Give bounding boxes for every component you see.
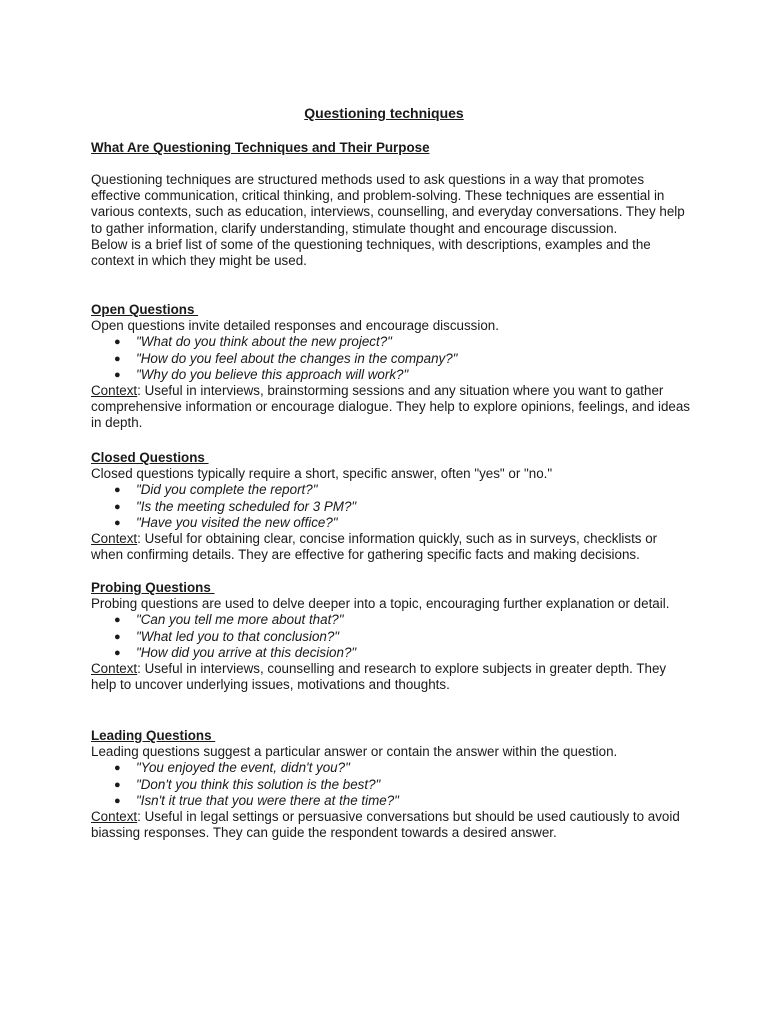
- context-text: : Useful for obtaining clear, concise information quickly, such as in surveys, checklists or when confirming details. They are effective for gathering specific facts and making decisions.: [91, 531, 658, 563]
- list-item: [91, 760, 691, 776]
- list-item: [91, 334, 691, 350]
- example-text: "What led you to that conclusion?": [136, 628, 340, 644]
- section-probing-questions: [91, 580, 691, 693]
- section-description: Open questions invite detailed responses and encourage discussion.: [91, 318, 499, 334]
- list-item: [91, 612, 691, 628]
- context-text: : Useful in interviews, brainstorming sessions and any situation where you want to gather comprehensive information or encourage dialogue. They help to explore opinions, feelings, and ideas in depth.: [91, 383, 690, 431]
- context-label: Context: [91, 661, 138, 677]
- bullet-icon: ●: [114, 368, 121, 381]
- list-item: [91, 482, 691, 498]
- example-list: [91, 482, 691, 531]
- example-text: "You enjoyed the event, didn't you?": [136, 760, 350, 776]
- example-text: "How did you arrive at this decision?": [136, 644, 357, 660]
- list-item: [91, 499, 691, 515]
- section-title: Leading Questions: [91, 728, 216, 743]
- page-title: Questioning techniques: [304, 105, 464, 121]
- section-heading: What Are Questioning Techniques and Their Purpose: [91, 140, 430, 155]
- intro-block: [91, 172, 691, 269]
- section-open-questions: [91, 302, 691, 432]
- section-title: Open Questions: [91, 302, 199, 317]
- list-item: [91, 351, 691, 367]
- intro-paragraph: Questioning techniques are structured methods used to ask questions in a way that promotes effective communication, critical thinking, and problem-solving. These techniques are essential in various contexts, such as education, interviews, counselling, and everyday conversations. They help to gather information, clarify understanding, stimulate thought and encourage discussion.: [91, 172, 685, 236]
- section-closed-questions: [91, 450, 691, 563]
- example-text: "How do you feel about the changes in the company?": [136, 350, 458, 366]
- list-item: [91, 515, 691, 531]
- bullet-icon: ●: [114, 614, 121, 627]
- section-title: Probing Questions: [91, 580, 215, 595]
- bullet-icon: ●: [114, 516, 121, 529]
- example-list: [91, 334, 691, 383]
- list-item: [91, 793, 691, 809]
- example-list: [91, 760, 691, 809]
- bullet-icon: ●: [114, 352, 121, 365]
- bullet-icon: ●: [114, 500, 121, 513]
- example-text: "Is the meeting scheduled for 3 PM?": [136, 498, 357, 514]
- bullet-icon: ●: [114, 794, 121, 807]
- list-item: [91, 777, 691, 793]
- bullet-icon: ●: [114, 630, 121, 643]
- context-label: Context: [91, 809, 138, 825]
- example-text: "Can you tell me more about that?": [136, 612, 344, 628]
- context-paragraph: [91, 531, 691, 563]
- section-description: Leading questions suggest a particular answer or contain the answer within the question.: [91, 744, 618, 760]
- bullet-icon: ●: [114, 762, 121, 775]
- bullet-icon: ●: [114, 484, 121, 497]
- section-leading-questions: [91, 728, 691, 841]
- context-paragraph: [91, 661, 691, 693]
- bullet-icon: ●: [114, 646, 121, 659]
- list-item: [91, 629, 691, 645]
- section-title: Closed Questions: [91, 450, 209, 465]
- example-text: "Isn't it true that you were there at the time?": [136, 792, 399, 808]
- example-text: "What do you think about the new project?": [136, 334, 392, 350]
- context-label: Context: [91, 383, 138, 399]
- intro-paragraph: Below is a brief list of some of the questioning techniques, with descriptions, examples and the context in which they might be used.: [91, 236, 651, 269]
- list-item: [91, 645, 691, 661]
- example-text: "Why do you believe this approach will work?": [136, 366, 409, 382]
- bullet-icon: ●: [114, 336, 121, 349]
- bullet-icon: ●: [114, 778, 121, 791]
- example-text: "Have you visited the new office?": [136, 514, 338, 530]
- list-item: [91, 367, 691, 383]
- context-text: : Useful in legal settings or persuasive conversations but should be used cautiously to avoid biassing responses. They can guide the respondent towards a desired answer.: [91, 809, 680, 841]
- example-text: "Did you complete the report?": [136, 482, 318, 498]
- context-text: : Useful in interviews, counselling and research to explore subjects in greater depth. They help to uncover underlying issues, motivations and thoughts.: [91, 661, 667, 693]
- example-text: "Don't you think this solution is the best?": [136, 776, 381, 792]
- context-paragraph: [91, 383, 691, 432]
- section-description: Probing questions are used to delve deeper into a topic, encouraging further explanation or detail.: [91, 596, 670, 612]
- section-description: Closed questions typically require a short, specific answer, often "yes" or "no.": [91, 466, 553, 482]
- context-paragraph: [91, 809, 691, 841]
- example-list: [91, 612, 691, 661]
- context-label: Context: [91, 531, 138, 547]
